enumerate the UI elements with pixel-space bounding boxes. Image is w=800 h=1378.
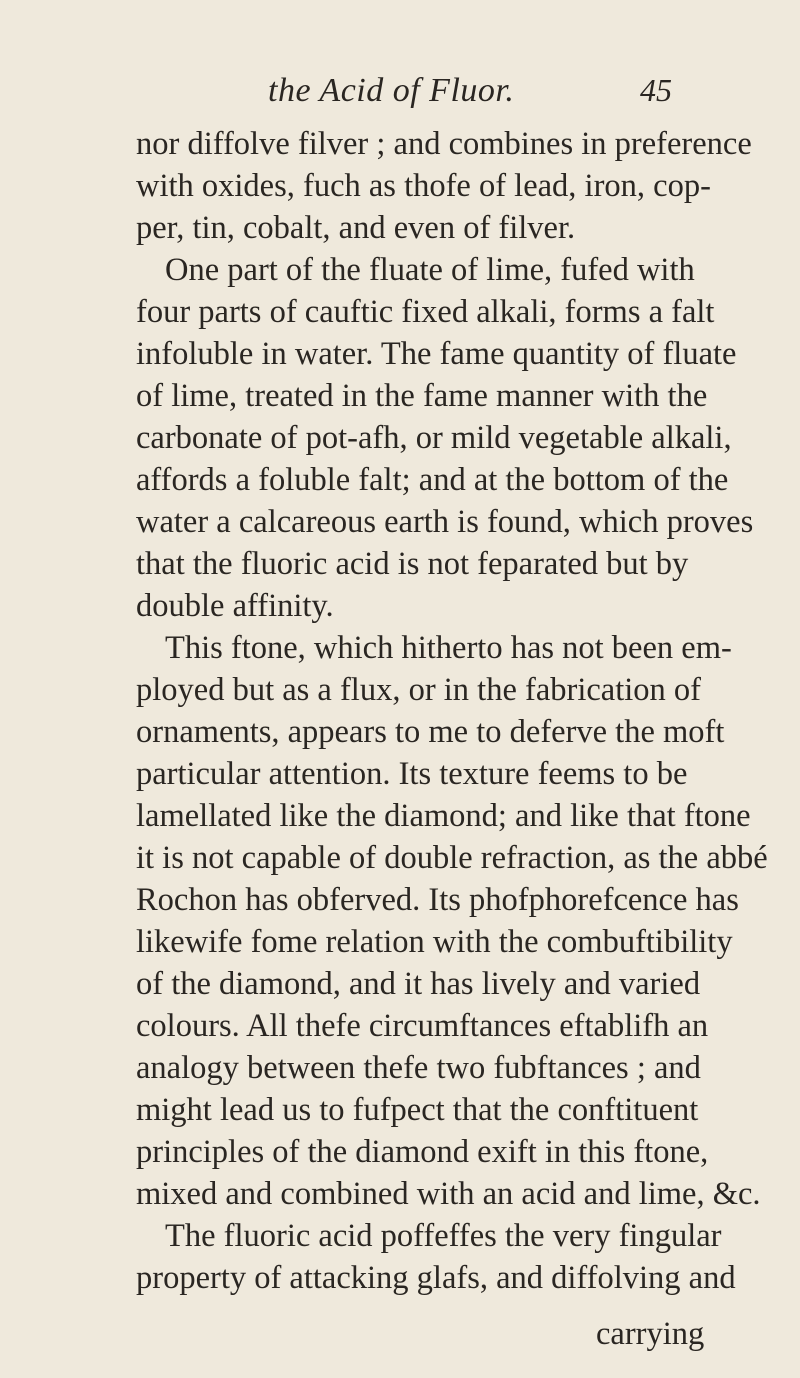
text-line: of the diamond, and it has lively and varied xyxy=(136,966,701,1002)
text-line: nor diffolve filver ; and combines in preference xyxy=(136,126,752,162)
text-line: per, tin, cobalt, and even of filver. xyxy=(136,210,576,246)
text-line: with oxides, fuch as thofe of lead, iron, cop- xyxy=(136,168,711,204)
text-line: likewife fome relation with the combuftibility xyxy=(136,924,733,960)
text-line: colours. All thefe circumftances eftablifh an xyxy=(136,1008,709,1044)
text-line: ornaments, appears to me to deferve the moft xyxy=(136,714,725,750)
text-line: Rochon has obferved. Its phofphorefcence has xyxy=(136,882,739,918)
text-line: water a calcareous earth is found, which proves xyxy=(136,504,754,540)
text-line: four parts of cauftic fixed alkali, forms a falt xyxy=(136,294,715,330)
running-title: the Acid of Fluor. xyxy=(268,72,515,109)
text-line: One part of the fluate of lime, fufed with xyxy=(165,252,695,288)
text-line: double affinity. xyxy=(136,588,334,624)
text-line: mixed and combined with an acid and lime, &c. xyxy=(136,1176,761,1212)
text-line: principles of the diamond exift in this ftone, xyxy=(136,1134,709,1170)
text-line: carbonate of pot-afh, or mild vegetable alkali, xyxy=(136,420,732,456)
text-line: ployed but as a flux, or in the fabrication of xyxy=(136,672,701,708)
text-line: particular attention. Its texture feems to be xyxy=(136,756,688,792)
text-line: it is not capable of double refraction, as the abbé xyxy=(136,840,768,876)
text-line: The fluoric acid poffeffes the very fingular xyxy=(165,1218,722,1254)
text-line: analogy between thefe two fubftances ; and xyxy=(136,1050,701,1086)
text-line: affords a foluble falt; and at the bottom of the xyxy=(136,462,729,498)
text-line: lamellated like the diamond; and like that ftone xyxy=(136,798,751,834)
text-line: that the fluoric acid is not feparated but by xyxy=(136,546,689,582)
text-line: might lead us to fufpect that the conftituent xyxy=(136,1092,699,1128)
page-header xyxy=(0,72,800,112)
text-line: of lime, treated in the fame manner with the xyxy=(136,378,708,414)
text-line: infoluble in water. The fame quantity of fluate xyxy=(136,336,737,372)
text-line: property of attacking glafs, and diffolving and xyxy=(136,1260,736,1296)
text-line: This ftone, which hitherto has not been em- xyxy=(165,630,732,666)
page-number: 45 xyxy=(640,72,672,108)
catchword: carrying xyxy=(596,1316,705,1352)
